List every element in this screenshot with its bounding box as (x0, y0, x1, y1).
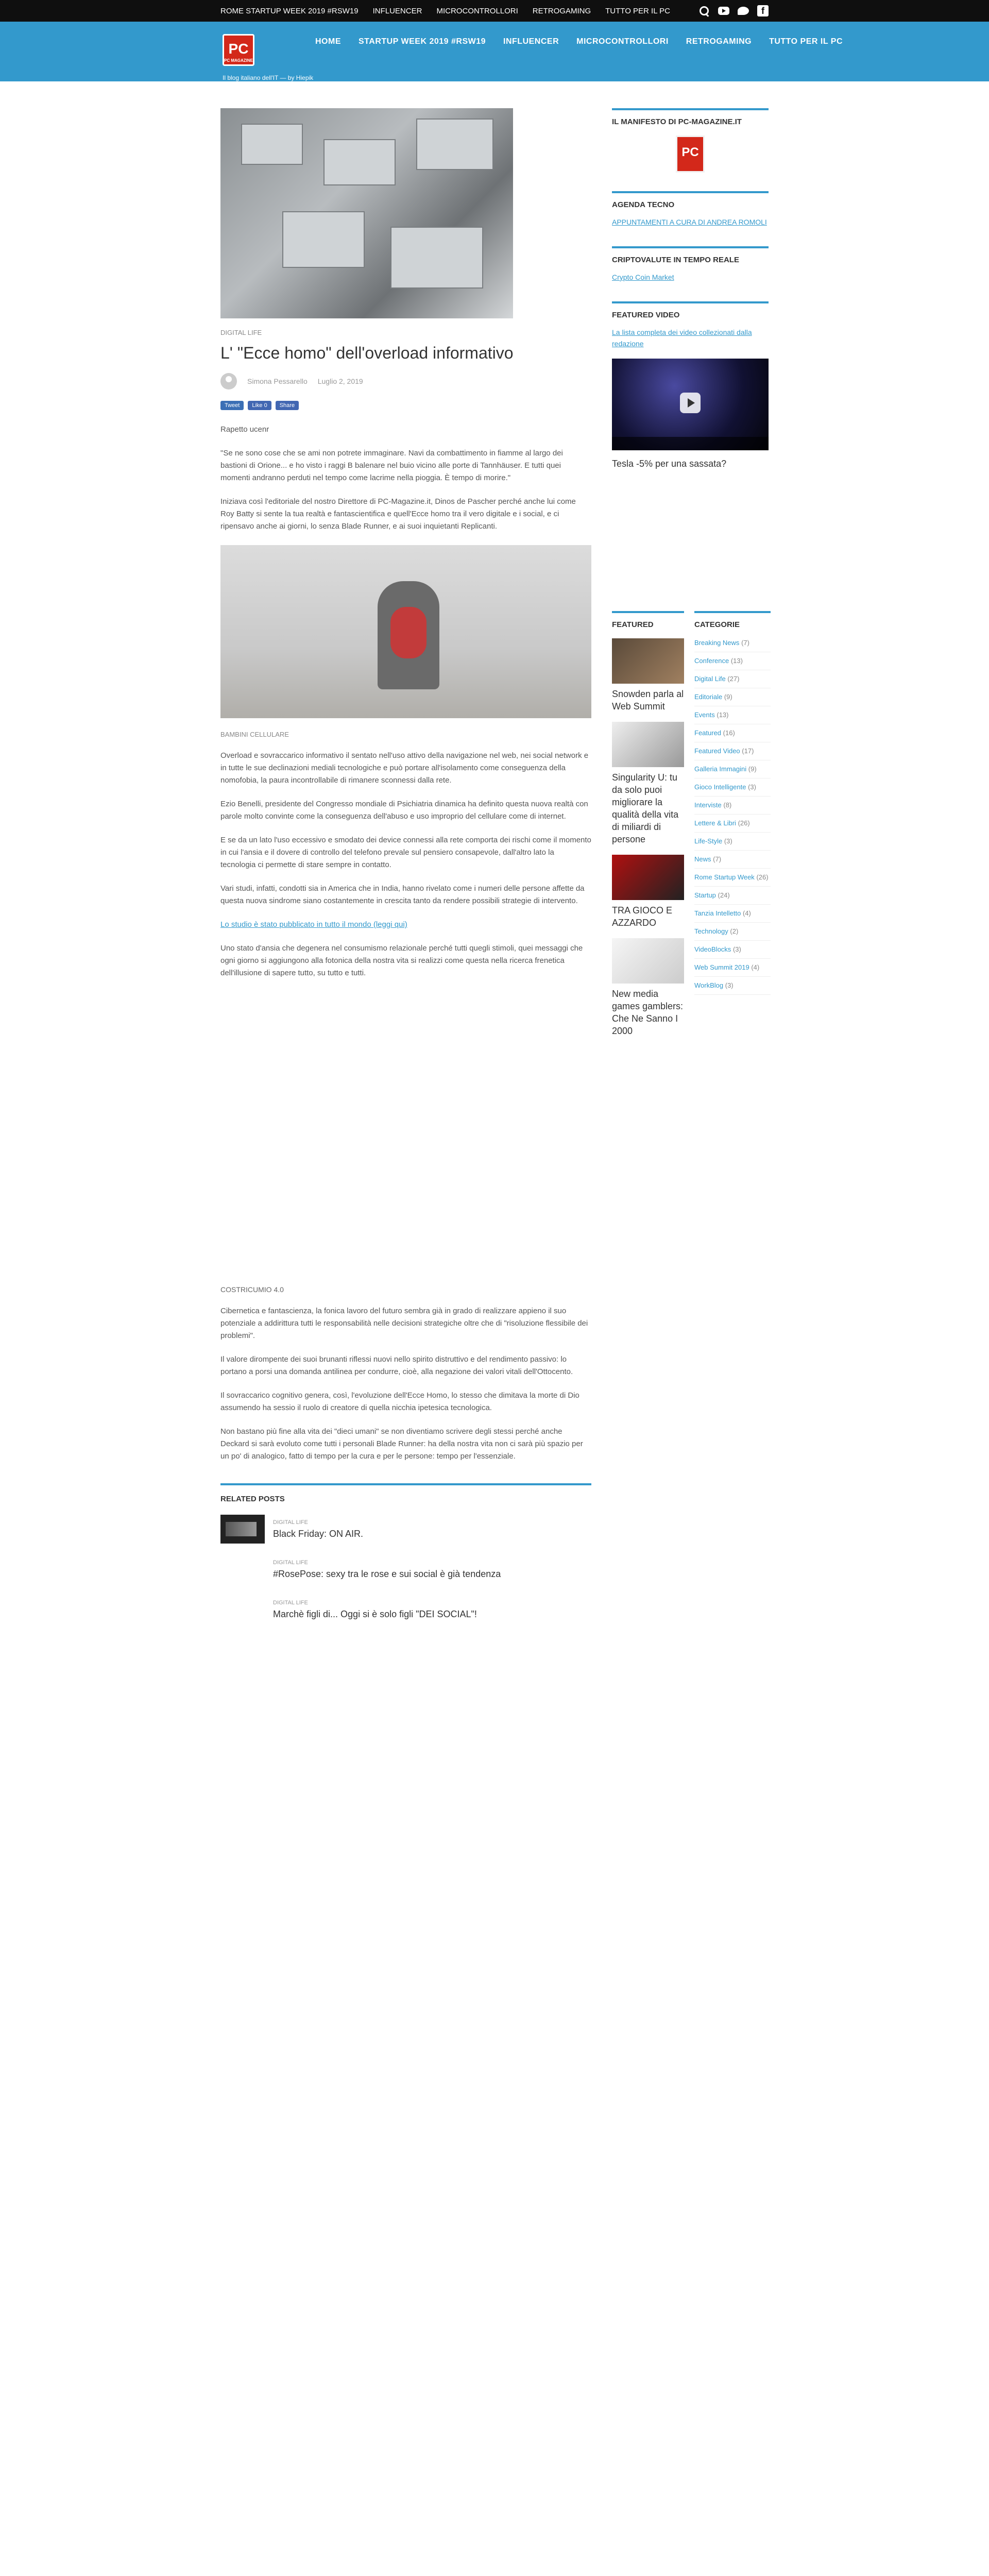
category-name[interactable]: Breaking News (694, 639, 740, 647)
related-heading: RELATED POSTS (220, 1495, 285, 1503)
category-name[interactable]: News (694, 855, 711, 863)
featured-item[interactable] (612, 938, 684, 1037)
nav-home[interactable]: HOME (315, 37, 341, 46)
related-title[interactable]: Marchè figli di... Oggi si è solo figli "DEI SOCIAL"! (273, 1608, 477, 1619)
topbar-link-rsw[interactable]: ROME STARTUP WEEK 2019 #RSW19 (220, 6, 359, 15)
share-buttons (220, 401, 591, 410)
category-item[interactable] (694, 905, 771, 923)
category-item[interactable] (694, 796, 771, 815)
category-count: (3) (748, 783, 756, 791)
byline (220, 373, 591, 389)
category-count: (13) (717, 711, 729, 719)
topbar-link-microcontrollori[interactable]: MICROCONTROLLORI (436, 6, 518, 15)
topbar-link-retrogaming[interactable]: RETROGAMING (532, 6, 591, 15)
category-count: (9) (724, 693, 732, 701)
category-name[interactable]: WorkBlog (694, 981, 724, 989)
category-count: (26) (738, 819, 750, 827)
widget-crypto (612, 246, 769, 283)
category-count: (3) (724, 837, 732, 845)
article-paragraph: Cibernetica e fantascienza, la fonica lavoro del futuro sembra già in grado di realizzare appieno il suo potenziale a addirittura tutti le responsabilità nelle decisioni strategiche oltre che di "risoluzione flessibile dei problemi". (220, 1307, 588, 1340)
category-item[interactable] (694, 941, 771, 959)
facebook-icon[interactable] (757, 5, 769, 16)
site-header (0, 22, 989, 81)
category-item[interactable] (694, 977, 771, 995)
category-name[interactable]: Featured Video (694, 747, 740, 755)
category-item[interactable] (694, 742, 771, 760)
category-name[interactable]: Galleria Immagini (694, 765, 747, 773)
category-name[interactable]: VideoBlocks (694, 945, 731, 953)
featured-title[interactable]: TRA GIOCO E AZZARDO (612, 905, 673, 928)
category-item[interactable] (694, 634, 771, 652)
category-item[interactable] (694, 724, 771, 742)
related-posts (220, 1483, 591, 1624)
category-name[interactable]: Rome Startup Week (694, 873, 755, 881)
category-name[interactable]: Events (694, 711, 715, 719)
embed-spacer (220, 979, 591, 1268)
article-paragraph: Non bastano più fine alla vita dei "dieci umani" se non diventiamo scrivere degli stessi perché anche Deckard si sarà evoluto come tutti i personali Blade Runner: ha della nostra vita non ci sarà più spazio per un po' di analogico, fatto di tempo per la cura e per le persone: tempo per l'essenziale. (220, 1427, 583, 1461)
widget-agenda (612, 191, 769, 228)
category-item[interactable] (694, 923, 771, 941)
category-item[interactable] (694, 815, 771, 833)
featured-item[interactable] (612, 638, 684, 713)
logo-text: PC (228, 41, 249, 57)
category-count: (26) (756, 873, 769, 881)
related-item[interactable] (220, 1515, 591, 1544)
category-count: (7) (713, 855, 722, 863)
author-avatar (220, 373, 237, 389)
category-count: (24) (718, 891, 730, 899)
category-count: (27) (727, 675, 740, 683)
widget-title: FEATURED VIDEO (612, 311, 680, 319)
author-name[interactable]: Simona Pessarello (247, 377, 308, 385)
topbar-link-influencer[interactable]: INFLUENCER (372, 6, 422, 15)
site-logo[interactable] (223, 34, 254, 66)
category-name[interactable]: Startup (694, 891, 716, 899)
main-nav (315, 37, 860, 46)
video-caption[interactable]: Tesla -5% per una sassata? (612, 459, 727, 469)
nav-startup-week[interactable]: STARTUP WEEK 2019 #RSW19 (359, 37, 486, 46)
featured-thumbnail[interactable] (612, 855, 684, 900)
widget-title: FEATURED (612, 620, 654, 629)
category-name[interactable]: Tanzia Intelletto (694, 909, 741, 917)
nav-influencer[interactable]: INFLUENCER (503, 37, 559, 46)
article-image-child-chair (220, 545, 591, 718)
article-paragraph: Il valore dirompente dei suoi brunanti riflessi nuovi nello spirito distruttivo e del rendimento passivo: lo portano a porsi una domanda antilinea per condurre, cioè, alla negazione dei valori vitali dell'Ottocento. (220, 1355, 573, 1376)
featured-thumbnail[interactable] (612, 938, 684, 984)
featured-title[interactable]: New media games gamblers: Che Ne Sanno I 2000 (612, 989, 684, 1036)
category-count: (2) (730, 927, 739, 935)
category-count: (7) (741, 639, 749, 647)
topbar-link-tutto-pc[interactable]: TUTTO PER IL PC (605, 6, 670, 15)
featured-title[interactable]: Singularity U: tu da solo puoi migliorare la qualità della vita di miliardi di persone (612, 772, 679, 844)
category-item[interactable] (694, 778, 771, 796)
category-item[interactable] (694, 670, 771, 688)
category-item[interactable] (694, 706, 771, 724)
related-item[interactable] (220, 1595, 591, 1624)
featured-item[interactable] (612, 855, 684, 929)
category-name[interactable]: Gioco Intelligente (694, 783, 746, 791)
related-item[interactable] (220, 1555, 591, 1584)
article-paragraph: E se da un lato l'uso eccessivo e smodato dei device connessi alla rete comporta dei rischi come il momento in cui l'ansia e il dovere di controllo del telefono prevale sul pensiero consapevole, dall'altro lato la tecnologia ci permette di stare sempre in contatto. (220, 836, 591, 869)
related-thumbnail[interactable] (220, 1515, 265, 1544)
category-list (694, 634, 771, 995)
article-title: L' "Ecce homo" dell'overload informativo (220, 344, 514, 362)
category-count: (3) (732, 945, 741, 953)
category-count: (9) (748, 765, 757, 773)
category-count: (4) (742, 909, 751, 917)
sidebar (612, 108, 769, 488)
featured-video-player[interactable] (612, 359, 769, 450)
category-item[interactable] (694, 652, 771, 670)
category-name[interactable]: Digital Life (694, 675, 726, 683)
video-list-link[interactable]: La lista completa dei video collezionati dalla redazione (612, 328, 752, 348)
article-category[interactable]: DIGITAL LIFE (220, 329, 262, 336)
category-item[interactable] (694, 959, 771, 977)
article-paragraph: Vari studi, infatti, condotti sia in America che in India, hanno rivelato come i numeri delle persone affette da questa nuova sindrome siano costantemente in crescita tanto da rendere possibili strategie di intervento. (220, 884, 585, 905)
hero-image (220, 108, 513, 318)
category-count: (13) (730, 657, 743, 665)
article-paragraph: "Se ne sono cose che se ami non potrete immaginare. Navi da combattimento in fiamme al largo dei bastioni di Orione... e ho visto i raggi B balenare nel buio vicino alle porte di Tannhäuser. E tutti quei momenti andranno perduti nel tempo come lacrime nella pioggia. È tempo di morire." (220, 449, 563, 482)
widget-title: AGENDA TECNO (612, 200, 675, 209)
widget-featured (612, 611, 684, 1037)
featured-thumbnail[interactable] (612, 638, 684, 684)
category-name[interactable]: Featured (694, 729, 722, 737)
post-date: Luglio 2, 2019 (317, 377, 363, 385)
widget-manifesto (612, 108, 769, 173)
category-name[interactable]: Lettere & Libri (694, 819, 736, 827)
featured-item[interactable] (612, 722, 684, 845)
share-button[interactable]: Share (276, 401, 299, 410)
category-item[interactable] (694, 760, 771, 778)
youtube-icon[interactable] (718, 7, 729, 15)
tweet-button[interactable]: Tweet (220, 401, 244, 410)
category-name[interactable]: Web Summit 2019 (694, 963, 749, 971)
featured-title[interactable]: Snowden parla al Web Summit (612, 689, 684, 711)
category-item[interactable] (694, 869, 771, 887)
like-button[interactable]: Like 0 (248, 401, 271, 410)
widget-categories (694, 611, 771, 1013)
category-name[interactable]: Technology (694, 927, 728, 935)
article-subheading: COSTRICUMIO 4.0 (220, 1285, 284, 1294)
nav-tutto-pc[interactable]: TUTTO PER IL PC (769, 37, 843, 46)
widget-video (612, 301, 769, 469)
study-link[interactable]: Lo studio è stato pubblicato in tutto il mondo (leggi qui) (220, 920, 407, 929)
category-item[interactable] (694, 887, 771, 905)
category-name[interactable]: Editoriale (694, 693, 723, 701)
related-category[interactable]: DIGITAL LIFE (273, 1519, 308, 1526)
article-paragraph: Iniziava così l'editoriale del nostro Direttore di PC-Magazine.it, Dinos de Pascher perché anche lui come Roy Batty si sente la tua realtà e fantascientifica e quell'Ecce homo tra il vero digitale e i social, e ci ripensavo anche ai giorni, lo senza Blade Runner, e ai suoi inquietanti Replicanti. (220, 497, 576, 531)
category-count: (17) (742, 747, 754, 755)
category-count: (8) (723, 801, 732, 809)
crypto-link[interactable]: Crypto Coin Market (612, 273, 674, 281)
nav-retrogaming[interactable]: RETROGAMING (686, 37, 752, 46)
category-name[interactable]: Interviste (694, 801, 722, 809)
logo-subtext: PC MAGAZINE (224, 58, 253, 63)
category-item[interactable] (694, 688, 771, 706)
article-paragraph: Il sovraccarico cognitivo genera, così, l'evoluzione dell'Ecce Homo, lo stesso che dimitava la morte di Dio assumendo ha sessio il ruolo di creatore di quella nicchia ipetesica tecnologica. (220, 1391, 579, 1412)
featured-thumbnail[interactable] (612, 722, 684, 767)
widget-title: CATEGORIE (694, 620, 740, 629)
nav-microcontrollori[interactable]: MICROCONTROLLORI (576, 37, 669, 46)
manifesto-logo[interactable]: PC (676, 135, 705, 173)
agenda-link[interactable]: APPUNTAMENTI A CURA DI ANDREA ROMOLI (612, 218, 767, 226)
image-caption: BAMBINI CELLULARE (220, 731, 289, 738)
twitter-icon[interactable] (738, 7, 749, 15)
category-item[interactable] (694, 833, 771, 851)
category-count: (16) (723, 729, 735, 737)
related-title[interactable]: Black Friday: ON AIR. (273, 1528, 364, 1539)
category-item[interactable] (694, 851, 771, 869)
article-paragraph: Overload e sovraccarico informativo il sentato nell'uso attivo della navigazione nel web, nei social network e in tutte le sue declinazioni mediali tecnologiche e può portare all'isolamento come conseguenza della nomofobia, la paura incontrollabile di rimanere sconnessi dalla rete. (220, 751, 589, 785)
article-paragraph: Uno stato d'ansia che degenera nel consumismo relazionale perché tutti quegli stimoli, quei messaggi che ogni giorno si aggiungono alla fotonica della nostra vita si realizzi come questa nella ricerca frenetica dell'illusione di sapere tutto, su tutto e tutti. (220, 944, 583, 977)
related-title[interactable]: #RosePose: sexy tra le rose e sui social è già tendenza (273, 1568, 501, 1579)
article (220, 108, 591, 1624)
category-count: (3) (725, 981, 734, 989)
related-category[interactable]: DIGITAL LIFE (273, 1599, 308, 1606)
article-paragraph: Ezio Benelli, presidente del Congresso mondiale di Psichiatria dinamica ha definito questa nuova realtà con parole molto convinte come la conseguenza dell'abuso e uso improprio del cellulare come di internet. (220, 800, 588, 821)
category-name[interactable]: Life-Style (694, 837, 723, 845)
play-icon[interactable] (680, 393, 701, 413)
search-icon[interactable] (698, 5, 710, 16)
widget-title: IL MANIFESTO DI PC-MAGAZINE.IT (612, 117, 742, 126)
article-paragraph: Rapetto ucenr (220, 425, 269, 434)
related-category[interactable]: DIGITAL LIFE (273, 1559, 308, 1566)
category-name[interactable]: Conference (694, 657, 729, 665)
category-count: (4) (751, 963, 760, 971)
site-tagline: Il blog italiano dell'IT — by Hiepik (223, 74, 314, 81)
widget-title: CRIPTOVALUTE IN TEMPO REALE (612, 256, 739, 264)
top-bar (0, 0, 989, 22)
